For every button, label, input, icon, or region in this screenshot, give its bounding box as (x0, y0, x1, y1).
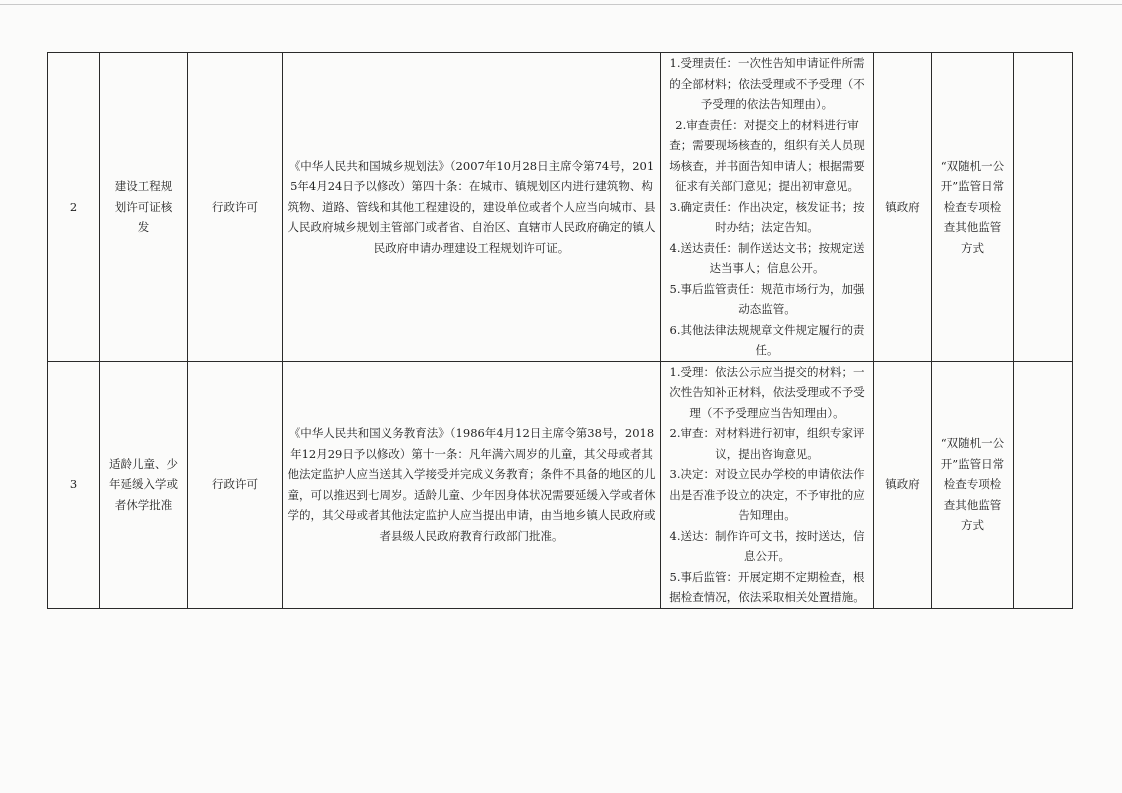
responsibility-item: 3.决定：对设立民办学校的申请依法作出是否准予设立的决定，不予审批的应告知理由。 (669, 467, 865, 522)
supervision-methods: “双随机一公开”监管日常检查专项检查其他监管方式 (932, 53, 1014, 362)
remarks (1014, 361, 1073, 608)
row-number: 3 (48, 361, 100, 608)
responsibility-item: 2.审查：对材料进行初审，组织专家评议，提出咨询意见。 (669, 426, 865, 461)
item-type: 行政许可 (188, 361, 283, 608)
legal-basis: 《中华人民共和国城乡规划法》（2007年10月28日主席令第74号，2015年4月24日予以修改）第四十条：在城市、镇规划区内进行建筑物、构筑物、道路、管线和其他工程建设的，建设单位或者个人应当向城市、县人民政府城乡规划主管部门或者省、自治区、直辖市人民政府确定的镇人民政府申请办理建设工程规划许可证。 (283, 53, 661, 362)
responsibility-item: 1.受理：依法公示应当提交的材料；一次性告知补正材料，依法受理或不予受理（不予受理应当告知理由）。 (669, 364, 865, 420)
responsibility-item: 2.审查责任：对提交上的材料进行审查；需要现场核查的，组织有关人员现场核查，并书面告知申请人；根据需要征求有关部门意见；提出初审意见。 (669, 117, 865, 193)
responsible-subject: 镇政府 (874, 53, 932, 362)
responsibility-item: 3.确定责任：作出决定，核发证书；按时办结；法定告知。 (669, 199, 865, 234)
legal-basis: 《中华人民共和国义务教育法》（1986年4月12日主席令第38号，2018年12月29日予以修改）第十一条：凡年满六周岁的儿童，其父母或者其他法定监护人应当送其入学接受并完成义务教育；条件不具备的地区的儿童，可以推迟到七周岁。适龄儿童、少年因身体状况需要延缓入学或者休学的，其父母或者其他法定监护人应当提出申请，由当地乡镇人民政府或者县级人民政府教育行政部门批准。 (283, 361, 661, 608)
item-name: 适龄儿童、少年延缓入学或者休学批准 (100, 361, 188, 608)
item-name: 建设工程规划许可证核发 (100, 53, 188, 362)
table-row (48, 361, 1073, 608)
responsibility-list (661, 53, 874, 362)
row-number: 2 (48, 53, 100, 362)
responsibility-item: 5.事后监管责任：规范市场行为，加强动态监管。 (669, 281, 865, 316)
responsibility-list (661, 361, 874, 608)
page-top-border (0, 4, 1122, 5)
responsibility-item: 4.送达：制作许可文书，按时送达，信息公开。 (669, 528, 865, 563)
power-list-table (47, 52, 1073, 609)
responsibility-item: 6.其他法律法规规章文件规定履行的责任。 (669, 322, 865, 357)
responsibility-item: 5.事后监管：开展定期不定期检查，根据检查情况，依法采取相关处置措施。 (669, 569, 865, 604)
responsible-subject: 镇政府 (874, 361, 932, 608)
supervision-methods: “双随机一公开”监管日常检查专项检查其他监管方式 (932, 361, 1014, 608)
remarks (1014, 53, 1073, 362)
responsibility-item: 1.受理责任：一次性告知申请证件所需的全部材料；依法受理或不予受理（不予受理的依法告知理由）。 (669, 56, 865, 111)
responsibility-item: 4.送达责任：制作送达文书；按规定送达当事人；信息公开。 (669, 240, 865, 275)
table-row (48, 53, 1073, 362)
item-type: 行政许可 (188, 53, 283, 362)
